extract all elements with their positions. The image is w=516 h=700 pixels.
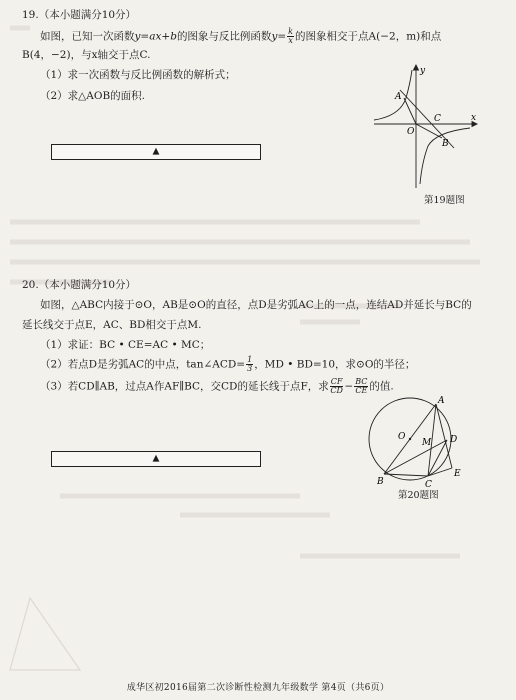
q19-part2: （2）求△AOB的面积. [40, 90, 145, 102]
q20-part2-text: （2）若点D是劣弧AC的中点，tan∠ACD= [40, 358, 246, 371]
fraction-numerator: CF [330, 377, 343, 386]
q20-caption: 第20题图 [398, 490, 439, 501]
q20-part2-text: ，MD • BD=10，求⊙O的半径； [254, 358, 416, 371]
q20-part3-text: （3）若CD∥AB，过点A作AF∥BC，交CD的延长线于点F，求 [40, 380, 329, 393]
fraction-denominator: CE [355, 386, 368, 395]
q19-stem-line2: B(4，−2)，与x轴交于点C. [22, 49, 151, 61]
hyperbola-branch-upper-left [374, 70, 412, 120]
label-b: B [377, 477, 384, 487]
q19-figure [370, 62, 480, 192]
fraction-numerator: 1 [247, 355, 253, 364]
q20-figure [362, 392, 480, 492]
label-o: O [398, 432, 406, 442]
fraction-numerator: BC [355, 377, 368, 386]
page-footer: 成华区初2016届第二次诊断性检测九年级数学 第4页（共6页） [126, 683, 390, 693]
q19-stem-text: 的图象与反比例函数 [176, 30, 272, 43]
label-y: y [420, 66, 426, 76]
y-axis-arrow [414, 65, 419, 70]
fraction-numerator: k [288, 27, 294, 36]
q19-reciprocal-function: y= [271, 30, 287, 43]
answer-triangle-icon: ▲ [152, 453, 160, 464]
label-a: A [438, 396, 445, 406]
q20-stem-line1: 如图，△ABC内接于⊙O，AB是⊙O的直径，点D是劣弧AC上的一点，连结AD并延长与BC的 [40, 299, 472, 311]
q19-stem-text: 如图，已知一次函数 [40, 30, 135, 43]
q20-fraction-cf-cd [330, 378, 344, 395]
fraction-denominator: CD [330, 386, 343, 395]
q20-stem-line2: 延长线交于点E，AC、BD相交于点M. [22, 319, 202, 331]
q20-tan-fraction [246, 356, 253, 373]
label-m: M [422, 438, 432, 448]
label-d: D [450, 435, 458, 445]
fraction-denominator: x [288, 36, 293, 45]
label-a: A [395, 92, 402, 102]
label-o: O [407, 127, 415, 137]
q20-part3-text: 的值. [369, 380, 394, 393]
q20-answer-box [51, 451, 261, 467]
answer-triangle-icon: ▲ [152, 146, 160, 157]
q20-heading: 20.（本小题满分10分） [22, 279, 137, 291]
q19-caption: 第19题图 [424, 195, 465, 206]
fraction-denominator: 3 [247, 364, 253, 373]
q20-part2 [40, 356, 415, 373]
minus-sign: − [344, 380, 354, 393]
hyperbola-branch-lower-right [420, 128, 470, 184]
label-e: E [454, 469, 461, 479]
q19-stem-line1 [40, 28, 441, 45]
q19-stem-text: 的图象相交于点 [295, 30, 369, 43]
q19-fraction [287, 28, 294, 45]
q20-part1: （1）求证：BC • CE=AC • MC； [40, 339, 211, 351]
label-b: B [442, 139, 449, 149]
q19-part1: （1）求一次函数与反比例函数的解析式； [40, 69, 236, 81]
q19-answer-box [51, 144, 261, 160]
q19-heading: 19.（本小题满分10分） [22, 9, 137, 21]
center-point [409, 438, 411, 440]
label-c: C [425, 480, 432, 490]
q20-part3 [40, 378, 394, 395]
q19-linear-function: y=ax+b [134, 30, 177, 43]
q19-point-a: A(−2，m)和点 [368, 30, 442, 43]
segment-oa [404, 98, 416, 124]
label-c: C [434, 114, 441, 124]
label-x: x [471, 113, 477, 123]
